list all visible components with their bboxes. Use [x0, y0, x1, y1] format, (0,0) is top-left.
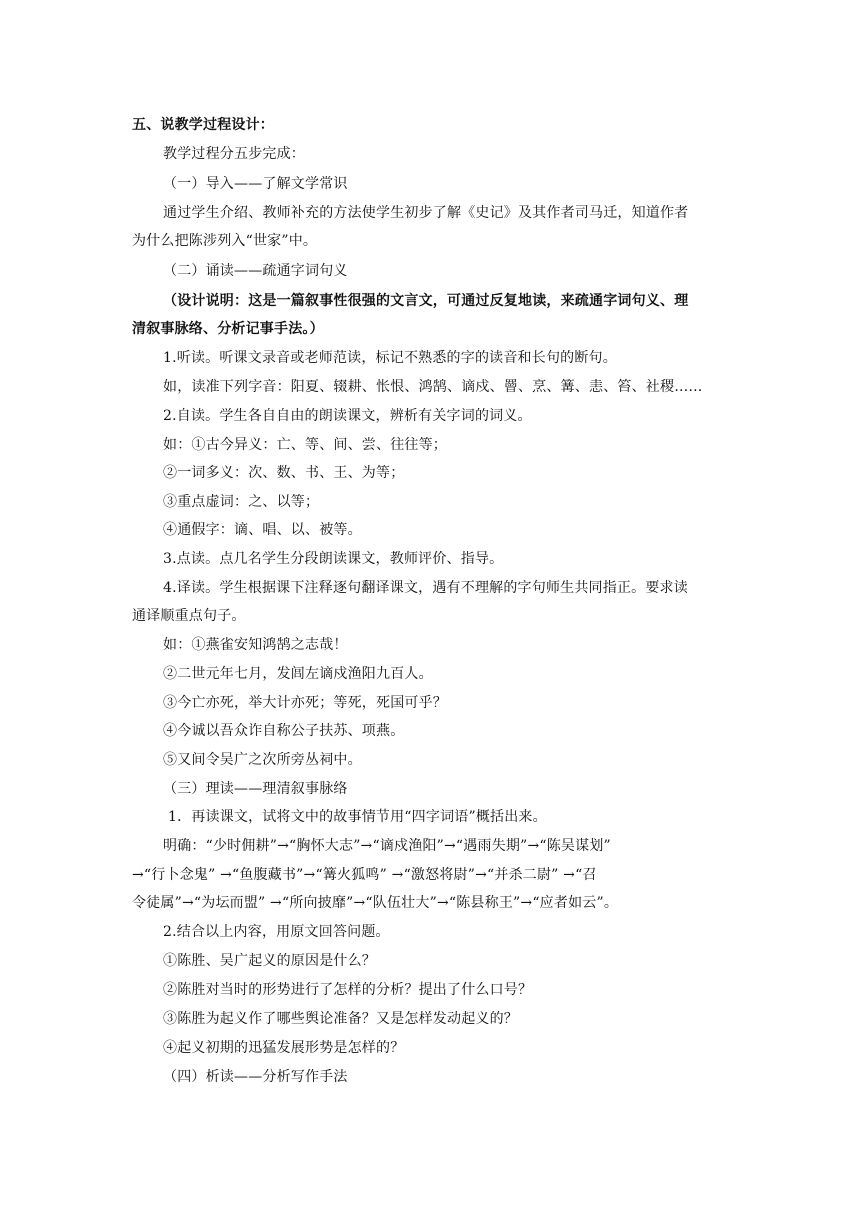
sec3-question2-a: ①陈胜、吴广起义的原因是什么？	[163, 953, 376, 969]
step4-item-c: ③今亡亦死，举大计亦死；等死，死国可乎？	[163, 695, 447, 711]
step2-item-a: 如：①古今异义：亡、等、间、尝、往往等；	[163, 437, 447, 453]
sec4-title: （四）析读——分析写作手法	[163, 1069, 348, 1085]
section-heading: 五、说教学过程设计：	[132, 117, 274, 133]
sec3-question2-c: ③陈胜为起义作了哪些舆论准备？又是怎样发动起义的？	[163, 1011, 518, 1027]
sec3-answer-line1: 明确：“少时佣耕”→“胸怀大志”→“谪戍渔阳”→“遇雨失期”→“陈吴谋划”	[163, 838, 611, 854]
intro-text: 教学过程分五步完成：	[163, 146, 305, 162]
step4-item-e: ⑤又间令吴广之次所旁丛祠中。	[163, 752, 362, 768]
step4-item-d: ④今诚以吾众诈自称公子扶苏、项燕。	[163, 723, 405, 739]
step2-item-d: ④通假字：谪、唱、以、被等。	[163, 522, 362, 538]
step1-example: 如，读准下列字音：阳夏、辍耕、怅恨、鸿鹄、谪戍、罾、烹、篝、恚、笞、社稷……	[163, 379, 703, 395]
step4-item-b: ②二世元年七月，发闾左谪戍渔阳九百人。	[163, 666, 433, 682]
step4-translate-line2: 通译顺重点句子。	[132, 608, 246, 624]
step2-item-b: ②一词多义：次、数、书、王、为等；	[163, 465, 405, 481]
design-note-line2: 清叙事脉络、分析记事手法。）	[132, 321, 324, 337]
sec3-question2-d: ④起义初期的迅猛发展形势是怎样的？	[163, 1040, 405, 1056]
step4-item-a: 如：①燕雀安知鸿鹄之志哉！	[163, 637, 348, 653]
sec3-title: （三）理读——理清叙事脉络	[163, 781, 348, 797]
sec3-answer-line2: →“行卜念鬼” →“鱼腹藏书”→“篝火狐鸣” →“激怒将尉”→“并杀二尉” →“召	[132, 867, 597, 883]
sec2-title: （二）诵读——疏通字词句义	[163, 263, 348, 279]
sec1-paragraph-line2: 为什么把陈涉列入“世家”中。	[132, 233, 318, 249]
step4-translate-line1: 4.译读。学生根据课下注释逐句翻译课文，遇有不理解的字句师生共同指正。要求读	[163, 580, 688, 596]
sec3-question1: 1．再读课文，试将文中的故事情节用“四字词语”概括出来。	[168, 809, 547, 825]
design-note-line1: （设计说明：这是一篇叙事性很强的文言文，可通过反复地读，来疏通字词句义、理	[163, 293, 689, 309]
sec3-answer-line3: 令徒属”→“为坛而盟” →“所向披靡”→“队伍壮大”→“陈县称王”→“应者如云”。	[132, 895, 619, 911]
sec3-question2: 2.结合以上内容，用原文回答问题。	[163, 924, 390, 940]
step2-self-read: 2.自读。学生各自自由的朗读课文，辨析有关字词的词义。	[163, 408, 532, 424]
sec1-title: （一）导入——了解文学常识	[163, 176, 348, 192]
step1-listen: 1.听读。听课文录音或老师范读，标记不熟悉的字的读音和长句的断句。	[163, 350, 617, 366]
sec1-paragraph-line1: 通过学生介绍、教师补充的方法使学生初步了解《史记》及其作者司马迁，知道作者	[163, 205, 689, 221]
step2-item-c: ③重点虚词：之、以等；	[163, 494, 320, 510]
step3-point-read: 3.点读。点几名学生分段朗读课文，教师评价、指导。	[163, 551, 504, 567]
sec3-question2-b: ②陈胜对当时的形势进行了怎样的分析？提出了什么口号？	[163, 982, 533, 998]
